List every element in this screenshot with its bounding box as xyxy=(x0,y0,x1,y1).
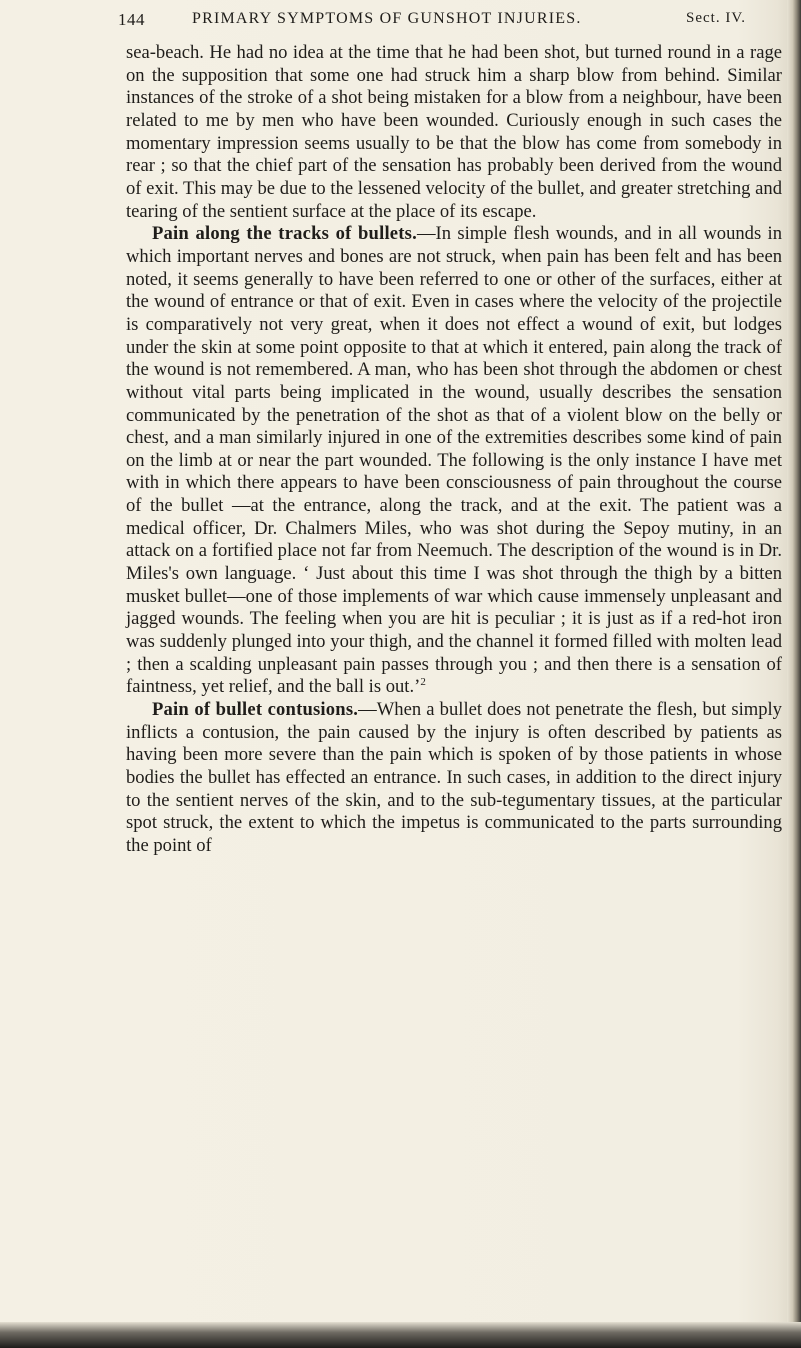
section-label: Sect. IV. xyxy=(686,10,746,26)
page-header xyxy=(110,6,790,32)
page-bottom-shadow xyxy=(0,1322,801,1348)
running-title: PRIMARY SYMPTOMS OF GUNSHOT INJURIES. xyxy=(192,10,582,27)
body-text xyxy=(126,42,782,858)
page-edge-shadow xyxy=(787,0,801,1348)
paragraph-text: —When a bullet does not penetrate the flesh, but simply inflicts a contusion, the pain caused by the injury is often described by patients as having been more severe than the pain which is spoken of by those patients in whose bodies the bullet has effected an entrance. In such cases, in addition to the direct injury to the sentient nerves of the skin, and to the sub-tegumentary tissues, at the particular spot struck, the extent to which the impetus is communicated to the parts surrounding the point of xyxy=(126,699,782,856)
paragraph-text: —In simple flesh wounds, and in all wounds in which important nerves and bones are not struck, when pain has been felt and has been noted, it seems generally to have been referred to one or other of the surfaces, either at the wound of entrance or that of exit. Even in cases where the velocity of the projectile is comparatively not very great, when it does not effect a wound of exit, but lodges under the skin at some point opposite to that at which it entered, pain along the track of the wound is not remembered. A man, who has been shot through the abdomen or chest without vital parts being implicated in the wound, usually describes the sensation communicated by the penetration of the shot as that of a violent blow on the belly or chest, and a man similarly injured in one of the extremities describes some kind of pain on the limb at or near the part wounded. The following is the only instance I have met with in which there appears to have been consciousness of pain throughout the course of the bullet —at the entrance, along the track, and at the exit. The patient was a medical officer, Dr. Chalmers Miles, who was shot during the Sepoy mutiny, in an attack on a fortified place not far from Neemuch. The description of the wound is in Dr. Miles's own language. ‘ Just about this time I was shot through the thigh by a bitten musket bullet—one of those implements of war which cause immensely unpleasant and jagged wounds. The feeling when you are hit is peculiar ; it is just as if a red-hot iron was suddenly plunged into your thigh, and the channel it formed filled with molten lead ; then a scalding unpleasant pain passes through you ; and then there is a sensation of faintness, yet relief, and the ball is out.’ xyxy=(126,223,782,698)
footnote-marker: 2 xyxy=(420,676,426,689)
paragraph-text: sea-beach. He had no idea at the time that he had been shot, but turned round in a rage on the supposition that some one had struck him a sharp blow from behind. Similar instances of the stroke of a shot being mistaken for a blow from a neighbour, have been related to me by men who have been wounded. Curiously enough in such cases the momentary impression seems usually to be that the blow has come from somebody in rear ; so that the chief part of the sensation has probably been derived from the wound of exit. This may be due to the lessened velocity of the bullet, and greater stretching and tearing of the sentient surface at the place of its escape. xyxy=(126,42,782,222)
side-heading: Pain of bullet contusions. xyxy=(152,699,359,721)
paragraph-continuation xyxy=(126,42,782,223)
paragraph-bullet-contusions xyxy=(126,699,782,858)
page-number: 144 xyxy=(118,10,145,29)
side-heading: Pain along the tracks of bullets. xyxy=(152,223,417,245)
paragraph-pain-along-tracks xyxy=(126,223,782,699)
